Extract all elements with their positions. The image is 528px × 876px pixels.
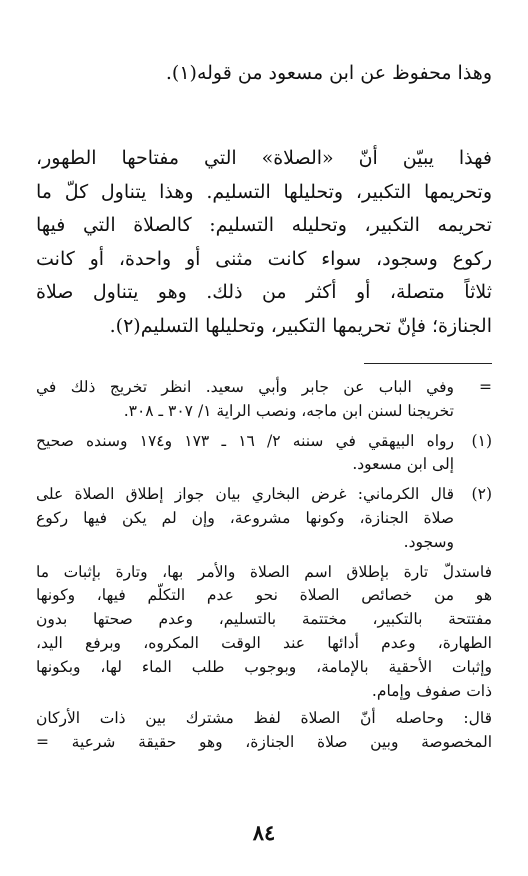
- footnote-line: وإثبات الأحقية بالإمامة، وبوجوب طلب الماء لها، وبكونها: [36, 657, 492, 676]
- footnote-2-paragraph-3: [36, 707, 492, 755]
- main-line: ركوع وسجود، سواء كانت مثنى أو واحدة، أو كانت: [36, 247, 492, 270]
- footnote-body: [36, 376, 454, 424]
- main-line: وتحريمها التكبير، وتحليلها التسليم. وهذا يتناول كلّ ما: [36, 180, 492, 203]
- footnote-1: [36, 430, 492, 478]
- main-line: تحريمه التكبير، وتحليله التسليم: كالصلاة التي فيها: [36, 214, 492, 237]
- footnote-line: قال: وحاصله أنّ الصلاة لفظ مشترك بين ذات الأركان: [36, 709, 492, 728]
- main-line: الجنازة؛ فإنّ تحريمها التكبير، وتحليلها التسليم(٢).: [109, 314, 492, 337]
- footnote-line: فاستدلّ تارة بإطلاق اسم الصلاة والأمر بها، وتارة بإثبات ما: [36, 562, 492, 581]
- footnote-marker: (١): [471, 431, 492, 450]
- footnote-line: المخصوصة وبين صلاة الجنازة، وهو حقيقة شرعية =: [36, 733, 492, 752]
- main-line: ثلاثاً متصلة، أو أكثر من ذلك. وهو يتناول صلاة: [36, 281, 492, 304]
- footnote-line: رواه البيهقي في سننه ٢/ ١٦ ـ ١٧٣ و١٧٤ وسنده صحيح: [36, 431, 454, 450]
- page-number: ٨٤: [252, 820, 276, 845]
- footnote-marker: (٢): [471, 485, 492, 504]
- footnote-body: [36, 483, 454, 554]
- footnote-line: الطهارة، وعدم أدائها عند الوقت المكروه، وبرفع اليد،: [36, 633, 492, 652]
- footnote-line: قال الكرماني: غرض البخاري بيان جواز إطلاق الصلاة على: [36, 485, 454, 504]
- footnote-separator: [364, 363, 492, 364]
- footnote-line: صلاة الجنازة، وكونها مشروعة، وإن لم يكن فيها ركوع: [36, 508, 454, 527]
- footnote-line: إلى ابن مسعود.: [352, 455, 454, 474]
- footnote-2-paragraph-2: [36, 561, 492, 704]
- footnote-continuation: [36, 376, 492, 424]
- footnote-marker: =: [479, 378, 492, 396]
- footnote-2: [36, 483, 492, 554]
- opening-sentence: وهذا محفوظ عن ابن مسعود من قوله(١).: [165, 62, 492, 84]
- footnote-line: تخريجنا لسنن ابن ماجه، ونصب الراية ١/ ٣٠٧ ـ ٣٠٨.: [123, 401, 454, 420]
- main-paragraph: [36, 142, 492, 344]
- footnote-line: وفي الباب عن جابر وأبي سعيد. انظر تخريج ذلك في: [36, 378, 454, 396]
- footnote-line: وسجود.: [403, 532, 454, 551]
- footnotes-section: [36, 376, 492, 755]
- main-line: فهذا يبيّن أنّ «الصلاة» التي مفتاحها الطهور،: [36, 147, 492, 169]
- footnote-line: هو من خصائص الصلاة نحو عدم التكلّم فيها، وكونها: [36, 586, 492, 605]
- footnote-line: مفتتحة بالتكبير، مختتمة بالتسليم، وعدم صحتها بدون: [36, 610, 492, 629]
- footnote-line: ذات صفوف وإمام.: [371, 681, 492, 700]
- footnote-body: [36, 430, 454, 478]
